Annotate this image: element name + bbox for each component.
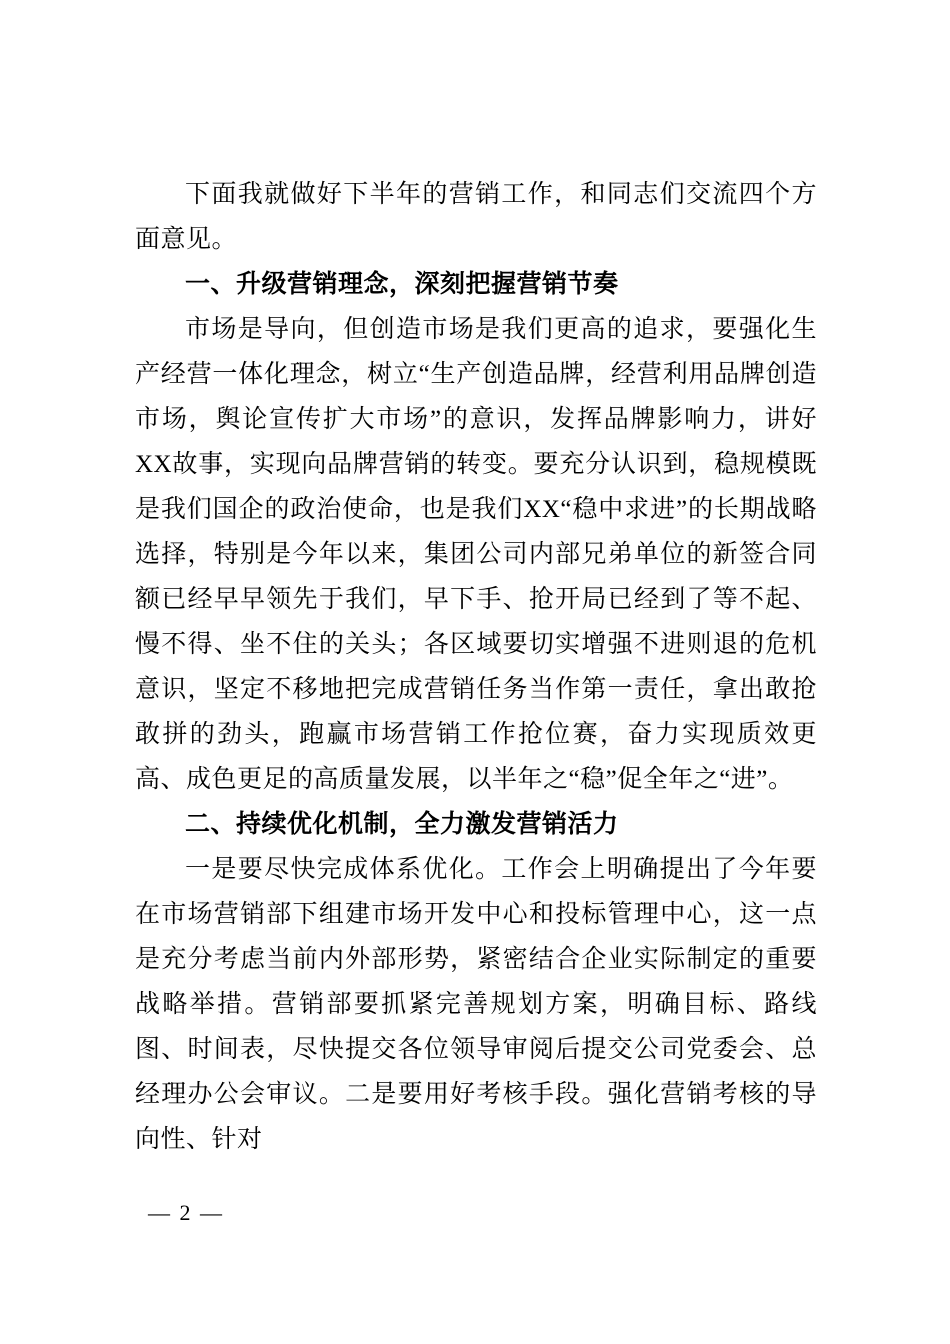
section-2-heading: 二、持续优化机制，全力激发营销活力 bbox=[185, 810, 619, 838]
section-1-heading: 一、升级营销理念，深刻把握营销节奏 bbox=[185, 270, 619, 298]
section-2-body-paragraph: 一是要尽快完成体系优化。工作会上明确提出了今年要在市场营销部下组建市场开发中心和投标管理中心，这一点是充分考虑当前内外部形势，紧密结合企业实际制定的重要战略举措。营销部要抓紧完善规划方案，明确目标、路线图、时间表，尽快提交各位领导审阅后提交公司党委会、总经理办公会审议。二是要用好考核手段。强化营销考核的导向性、针对 bbox=[135, 856, 817, 1153]
document-content bbox=[135, 172, 817, 1162]
page-number: — 2 — bbox=[148, 1200, 224, 1225]
section-1-body-paragraph: 市场是导向，但创造市场是我们更高的追求，要强化生产经营一体化理念，树立“生产创造品牌，经营利用品牌创造市场，舆论宣传扩大市场”的意识，发挥品牌影响力，讲好XX故事，实现向品牌营销的转变。要充分认识到，稳规模既是我们国企的政治使命，也是我们XX“稳中求进”的长期战略选择，特别是今年以来，集团公司内部兄弟单位的新签合同额已经早早领先于我们，早下手、抢开局已经到了等不起、慢不得、坐不住的关头；各区域要切实增强不进则退的危机意识，坚定不移地把完成营销任务当作第一责任，拿出敢抢敢拼的劲头，跑赢市场营销工作抢位赛，奋力实现质效更高、成色更足的高质量发展，以半年之“稳”促全年之“进”。 bbox=[135, 316, 817, 793]
intro-paragraph: 下面我就做好下半年的营销工作，和同志们交流四个方面意见。 bbox=[135, 181, 817, 253]
